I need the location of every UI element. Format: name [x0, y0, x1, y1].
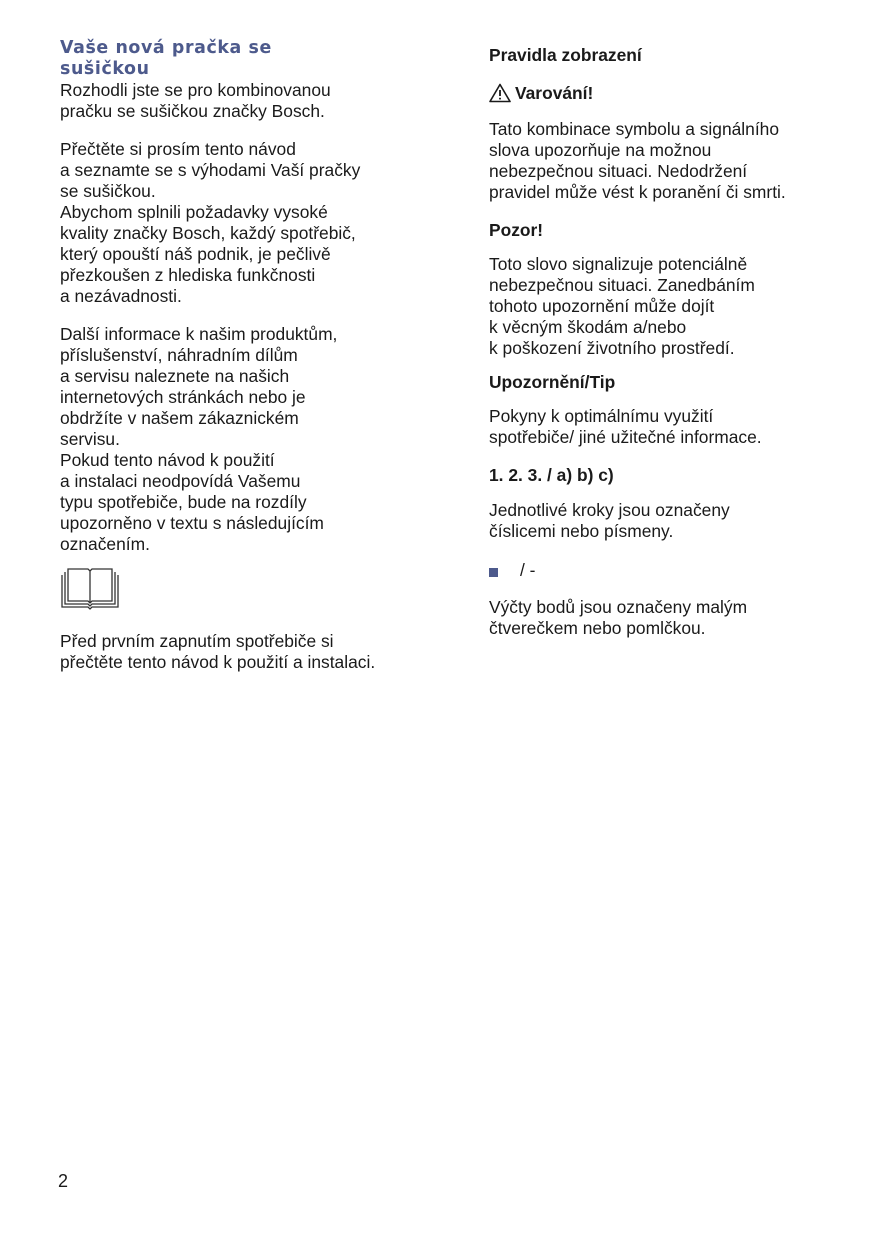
model-difference-paragraph: Pokud tento návod k použití a instalaci neodpovídá Vašemu typu spotřebiče, bude na rozdíly upozorněno v textu s následujícím označením.	[60, 450, 324, 554]
left-column	[60, 38, 440, 673]
warning-heading	[489, 82, 849, 104]
warning-triangle-icon	[489, 83, 511, 103]
tip-text: Pokyny k optimálnímu využití spotřebiče/ jiné užitečné informace.	[489, 406, 762, 447]
intro-paragraph: Rozhodli jste se pro kombinovanou pračku se sušičkou značky Bosch.	[60, 80, 331, 121]
steps-label: 1. 2. 3. / a) b) c)	[489, 465, 614, 485]
caution-text: Toto slovo signalizuje potenciálně nebezpečnou situaci. Zanedbáním tohoto upozornění může dojít k věcným škodám a/nebo k poškození životního prostředí.	[489, 254, 755, 358]
right-column	[489, 44, 849, 639]
quality-paragraph: Abychom splnili požadavky vysoké kvality značky Bosch, každý spotřebič, který opouští náš podnik, je pečlivě přezkoušen z hlediska funkčnosti a nezávadnosti.	[60, 202, 356, 306]
warning-label: Varování!	[515, 83, 594, 103]
bullet-square-icon	[489, 568, 498, 577]
warning-text: Tato kombinace symbolu a signálního slova upozorňuje na možnou nebezpečnou situaci. Nedodržení pravidel může vést k poranění či smrti.	[489, 119, 786, 202]
tip-label: Upozornění/Tip	[489, 372, 616, 392]
rules-heading: Pravidla zobrazení	[489, 45, 642, 65]
bullet-example	[489, 560, 849, 581]
before-first-use-paragraph: Před prvním zapnutím spotřebiče si přečtěte tento návod k použití a instalaci.	[60, 631, 376, 672]
open-book-icon	[60, 565, 120, 611]
page-number: 2	[58, 1171, 69, 1191]
bullet-text: Výčty bodů jsou označeny malým čtverečkem nebo pomlčkou.	[489, 597, 748, 638]
caution-label: Pozor!	[489, 220, 544, 240]
page-title: Vaše nová pračka se sušičkou	[60, 38, 272, 79]
more-info-paragraph: Další informace k našim produktům, příslušenství, náhradním dílům a servisu naleznete na našich internetových stránkách nebo je obdržíte v našem zákaznickém servisu.	[60, 324, 338, 449]
bullet-label: / -	[520, 560, 536, 580]
steps-text: Jednotlivé kroky jsou označeny číslicemi nebo písmeny.	[489, 500, 730, 541]
read-manual-paragraph: Přečtěte si prosím tento návod a seznamte se s výhodami Vaší pračky se sušičkou.	[60, 139, 361, 201]
